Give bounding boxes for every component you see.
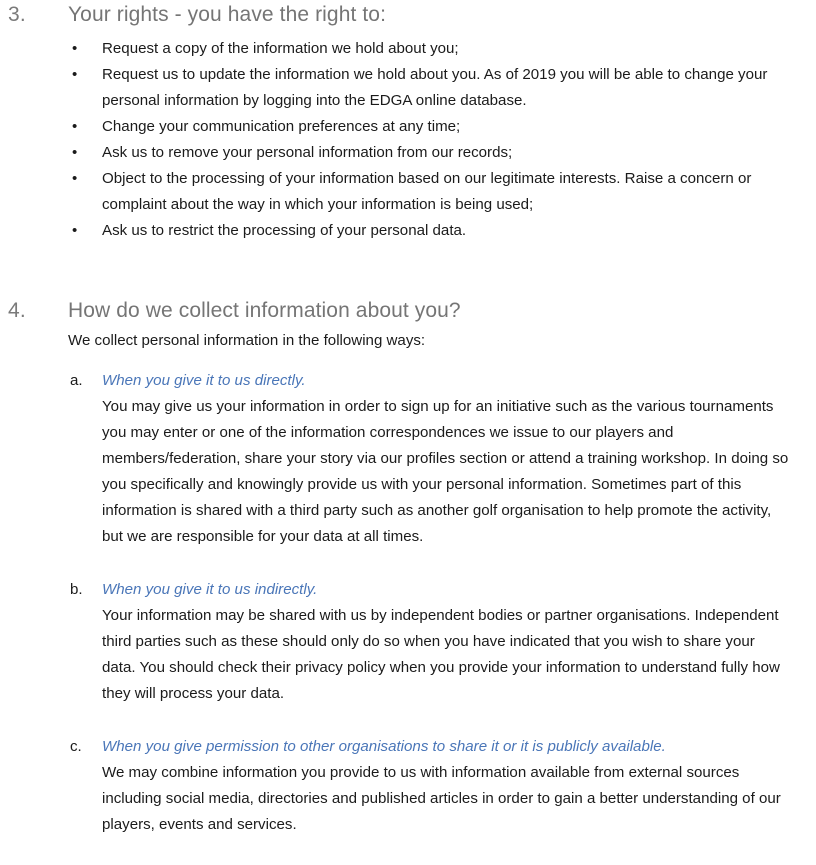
bullet-icon: •: [72, 40, 78, 57]
section-your-rights: [0, 0, 816, 244]
bullet-icon: •: [72, 144, 78, 161]
list-item-body: We may combine information you provide to us with information available from external sources including social media, directories and published articles in order to gain a better understanding of our players, events and services.: [102, 764, 781, 833]
rights-bullet-list: [0, 36, 816, 244]
list-item-text: Ask us to remove your personal information from our records;: [102, 144, 513, 161]
list-item-marker: b.: [70, 581, 83, 598]
list-item-title: When you give permission to other organisations to share it or it is publicly available.: [102, 738, 666, 755]
section-4-number: 4.: [8, 299, 26, 322]
list-item-text: Request us to update the information we hold about you. As of 2019 you will be able to change your personal information by logging into the EDGA online database.: [102, 66, 768, 109]
list-item-title: When you give it to us directly.: [102, 372, 306, 389]
collection-methods-list: [0, 368, 816, 838]
list-item: [0, 140, 816, 166]
list-item-text: Ask us to restrict the processing of your personal data.: [102, 222, 467, 239]
bullet-icon: •: [72, 170, 78, 187]
list-item-title: When you give it to us indirectly.: [102, 581, 318, 598]
bullet-icon: •: [72, 118, 78, 135]
list-item-text: Object to the processing of your information based on our legitimate interests. Raise a concern or complaint about the way in which your information is being used;: [102, 170, 752, 213]
list-item: [0, 577, 816, 707]
bullet-icon: •: [72, 222, 78, 239]
list-item: [0, 368, 816, 550]
list-item-marker: c.: [70, 738, 82, 755]
list-item: [0, 166, 816, 218]
list-item: [0, 734, 816, 838]
list-item-marker: a.: [70, 372, 83, 389]
section-how-we-collect: [0, 296, 816, 838]
section-3-heading: [0, 0, 816, 30]
list-item-body: Your information may be shared with us by independent bodies or partner organisations. Independent third parties such as these should only do so when you have indicated that you wish to share your data. You should check their privacy policy when you provide your information to understand fully how they will process your data.: [102, 607, 780, 702]
list-item-text: Request a copy of the information we hold about you;: [102, 40, 459, 57]
list-item-body: You may give us your information in order to sign up for an initiative such as the various tournaments you may enter or one of the information correspondences we issue to our players and members/federation, share your story via our profiles section or attend a training workshop. In doing so you specifically and knowingly provide us with your personal information. Sometimes part of this information is shared with a third party such as another golf organisation to help promote the activity, but we are responsible for your data at all times.: [102, 398, 789, 545]
list-item-text: Change your communication preferences at any time;: [102, 118, 461, 135]
section-4-intro-text: We collect personal information in the following ways:: [68, 332, 426, 349]
section-spacer: [0, 244, 816, 296]
section-3-title: Your rights - you have the right to:: [68, 3, 387, 26]
list-item: [0, 218, 816, 244]
section-4-heading: [0, 296, 816, 326]
section-3-number: 3.: [8, 3, 26, 26]
list-item: [0, 114, 816, 140]
section-4-title: How do we collect information about you?: [68, 299, 461, 322]
list-item: [0, 36, 816, 62]
bullet-icon: •: [72, 66, 78, 83]
list-item: [0, 62, 816, 114]
